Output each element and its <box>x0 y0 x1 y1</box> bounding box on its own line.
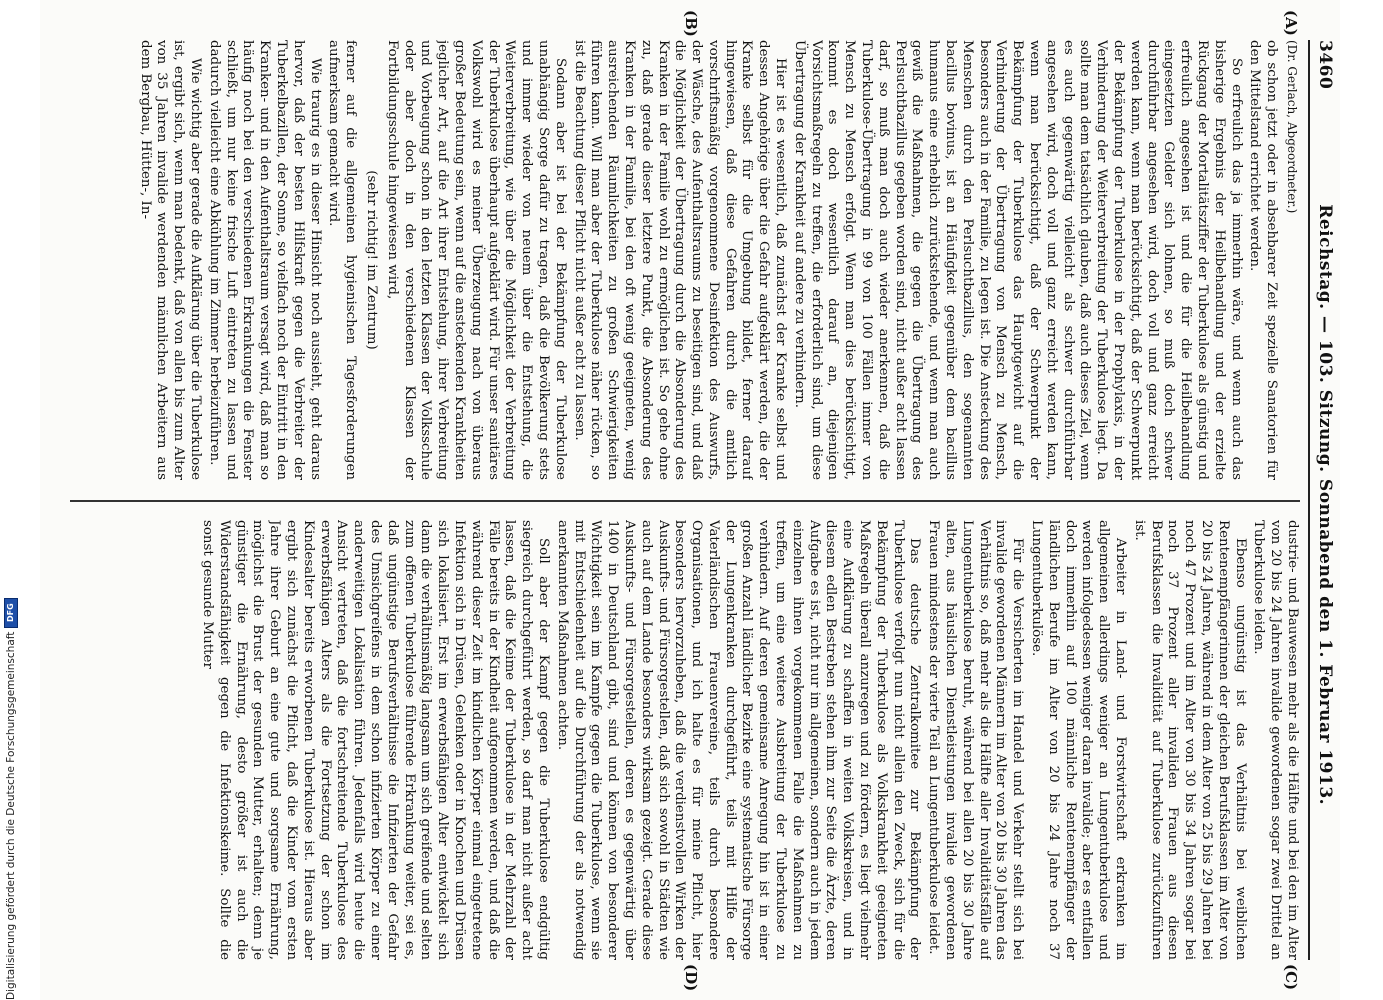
header-title: Reichstag. — 103. Sitzung. Sonnabend den 1. Februar 1913. <box>1315 204 1335 806</box>
paragraph: Für die Versicherten im Handel und Verkehr stellt sich bei invalide gewordenen Männern im Alter von 20 bis 30 Jahren das Verhältnis so, daß mehr als die Hälfte aller Invaliditätsfälle auf Lungentuberkulose beruht, während bei allen 20 bis 30 Jahre alten, aus häuslichen Dienstleistungen invalide gewordenen Frauen mindestens der vierte Teil an Lungentuberkulose leidet. <box>926 520 1026 960</box>
margin-marker-c: (C) <box>1282 964 1300 991</box>
page-header <box>1312 40 1338 960</box>
interjection: (sehr richtig! im Zentrum) <box>363 170 379 350</box>
scanned-page <box>40 0 1340 1000</box>
paragraph: Das deutsche Zentralkomitee zur Bekämpfung der Tuberkulose verfolgt nun nicht allein den Zweck, sich für die Bekämpfung der Tuberkulose als Volkskrankheit geeigneten Maßregeln überall anzuregen und zu fördern, es liegt vielmehr eine Aufklärung zu schaffen in weiten Volkskreisen, und in diesem edlen Bestreben stehen ihm zur Seite die Ärzte, deren Aufgabe es ist, nicht nur im allgemeinen, sondern auch in jedem einzelnen ihnen vorgekommenen Falle die Maßnahmen zu treffen, um eine weitere Ausbreitung der Tuberkulose zu verhindern. Auf deren gemeinsame Anregung hin ist in einer großen Anzahl ländlicher Bezirke eine systematische Fürsorge der Lungenkranken durchgeführt, teils mit Hilfe der Vaterländischen Frauenvereine, teils durch besondere Organisationen, und ich halte es für meine Pflicht, hier besonders hervorzuheben, daß die verdienstvollen Wirken der Auskunfts- und Fürsorgestellen, daß sich sowohl in Städten wie auch auf dem Lande besonders wirksam gezeigt. Gerade diese Auskunfts- und Fürsorgestellen, deren es gegenwärtig über 1400 in Deutschland gibt, sind und können von besonderer Wichtigkeit sein im Kampfe gegen die Tuberkulose, wenn sie mit Entschiedenheit auf die Durchführung der als notwendig anerkannten Maßnahmen achten. <box>554 520 923 960</box>
header-rule <box>1308 40 1310 960</box>
margin-marker-b: (B) <box>682 10 700 37</box>
paragraph: Wie traurig es in dieser Hinsicht noch aussieht, geht daraus hervor, daß der besten Hilfskraft gegen die Verbreiter der Tuberkelbazillen, der Sonne, so vielfach noch der Eintritt in den Kranken- und in den Aufenthaltsraum versagt wird, daß man so häufig noch bei den verschiedenen Erkrankungen die Fenster schließt, um nur keine frische Luft eintreten zu lassen und dadurch vielleicht eine Abkühlung im Zimmer herbeizuführen. <box>206 40 323 480</box>
paragraph: Soll aber der Kampf gegen die Tuberkulose endgültig siegreich durchgeführt werden, so darf man nicht außer acht lassen, daß die Keime der Tuberkulose in der Mehrzahl der Fälle bereits in der Kindheit aufgenommen werden, und daß die während dieser Zeit im kindlichen Körper einmal eingetretene Infektion sich in Drüsen, Gelenken oder in Knochen und Drüsen sich lokalisiert. Erst im erwerbsfähigen Alter entwickelt sich dann die verhältnismäßig langsam um sich greifende und selten zum offenen Tuberkulose führende Erkrankung weiter, sei es, daß ungünstige Berufsverhältnisse die Infizierten der Gefahr des Umsichgreifens in dem schon infizierten Körper zu einer anderweitigen Lokalisation führen. Jedenfalls wird heute die Ansicht vertreten, daß die fortschreitende Tuberkulose des erwerbsfähigen Alters als die Fortsetzung der schon im Kindesalter bereits erworbenen Tuberkulose ist. Hieraus aber ergibt sich zunächst die Pflicht, daß die Kinder vom ersten Jahre ihrer Geburt an eine gute und sorgsame Ernährung, möglichst die Brust der gesunden Mutter, erhalten; denn je günstiger die Ernährung, desto größer ist auch die Widerstandsfähigkeit gegen die Infektionskeime. Sollte die sonst gesunde Mutter <box>200 520 551 960</box>
paragraph: ob schon jetzt oder in absehbarer Zeit spezielle Sanatorien für den Mittelstand errichtet werden. <box>1247 40 1280 480</box>
digitization-attribution <box>0 0 24 1000</box>
paragraph: Ebenso ungünstig ist das Verhältnis bei weiblichen Rentenempfängerinnen der gleichen Berufsklassen im Alter von 20 bis 24 Jahren, während in dem Alter von 25 bis 29 Jahren bei noch 47 Prozent und im Alter von 30 bis 34 Jahren sogar bei noch 37 Prozent aller invaliden Frauen aus diesen Berufsklassen die Invalidität auf Tuberkulose zurückzuführen ist. <box>1131 520 1248 960</box>
paragraph: ferner auf die allgemeinen hygienischen Tagesforderungen aufmerksam gemacht wird. <box>326 40 359 480</box>
left-column <box>60 40 1300 480</box>
paragraph: So erfreulich das ja immerhin wäre, und wenn auch das bisherige Ergebnis der Heilbehandlung und der erzielte Rückgang der Mortalitätsziffer der Tuberkulose als günstig und erfreulich angesehen ist und die für die Heilbehandlung eingesetzten Gelder sich lohnen, so muß doch schwer durchführbar angesehen wird, doch voll und ganz erreicht werden kann, wenn man berücksichtigt, daß der Schwerpunkt der Bekämpfung der Tuberkulose in der Prophylaxis, in der Verhinderung der Weiterverbreitung der Tuberkulose liegt. Da sollte man dem tatsächlich glauben, daß auch dieses Ziel, wenn es auch gegenwärtig vielleicht als schwer durchführbar angesehen wird, doch voll und ganz erreicht werden kann, wenn man berücksichtigt, daß der Schwerpunkt der Bekämpfung der Tuberkulose das Hauptgewicht auf die Verhinderung der Übertragung von Mensch zu Mensch, besonders auch in der Familie, zu legen ist. Die Ansteckung des Menschen durch den Perlsuchtbazillus, den sogenannten bacillus bovinus, ist an Häufigkeit gegenüber dem bacillus humanus eine erheblich zurückstehende, und wenn man auch gewiß die Maßnahmen, die gegen die Übertragung des Perlsuchtbazillus gegeben worden sind, nicht außer acht lassen darf, so muß man doch auch wieder anerkennen, daß die Tuberkulose-Übertragung in 99 von 100 Fällen immer von Mensch zu Mensch erfolgt. Wenn man dies berücksichtigt, kommt es doch wesentlich darauf an, diejenigen Vorsichtsmaßregeln zu treffen, die erforderlich sind, um diese Übertragung der Krankheit auf andere zu verhindern. <box>791 40 1244 480</box>
attribution-text: Digitalisierung gefördert durch die Deutsche Forschungsgemeinschaft <box>5 631 17 1000</box>
column-divider <box>70 500 1300 502</box>
right-column <box>60 520 1300 960</box>
paragraph: Hier ist es wesentlich, daß zunächst der Kranke selbst und dessen Angehörige über die Gefahr aufgeklärt werden, die der Kranke selbst für die Umgebung bildet, ferner darauf hingewiesen, daß diese Gefahren durch die amtlich vorschriftsmäßig vorgenommene Desinfektion des Auswurfs, der Wäsche, des Aufenthaltsraums zu beseitigen sind, und daß die Möglichkeit der Übertragung durch die Absonderung des Kranken in der Familie wohl zu ermöglichen ist. So gehe ohne zu, daß gerade dieser letztere Punkt, die Absonderung des Kranken in der Familie, bei den oft wenig geeigneten, wenig ausreichenden Räumlichkeiten zu großen Schwierigkeiten führen kann. Will man aber der Tuberkulose näher rücken, so ist die Beachtung dieser Pflicht nicht außer acht zu lassen. <box>571 40 789 480</box>
speaker-line: (Dr. Gerlach, Abgeordneter.) <box>1285 40 1299 214</box>
margin-marker-a: (A) <box>1282 10 1300 36</box>
paragraph: Wie wichtig aber gerade die Aufklärung über die Tuberkulose ist, ergibt sich, wenn man bedenkt, daß von allen bis zum Alter von 35 Jahren invalide werdenden männlichen Arbeitern aus dem Bergbau, Hütten-, In- <box>137 40 203 480</box>
margin-marker-d: (D) <box>682 964 700 992</box>
paragraph: Sodann aber ist bei der Bekämpfung der Tuberkulose unabhängig Sorge dafür zu tragen, daß die Bevölkerung stets und immer wieder von neuem über die Entstehung, die Weiterverbreitung, wie über die Möglichkeit der Verbreitung der Tuberkulose überhaupt aufgeklärt wird. Für unser sanitäres Volkswohl wird es meiner Überzeugung nach von überaus großer Bedeutung sein, wenn auf die ansteckenden Krankheiten jeglicher Art, auf die Art ihrer Entstehung, ihrer Verbreitung und Vorbeugung schon in den letzten Klassen der Volksschule oder aber doch in den verschiedenen Klassen der Fortbildungsschule hingewiesen wird, <box>384 40 568 480</box>
paragraph: Arbeiter in Land- und Forstwirtschaft erkranken im allgemeinen allerdings weniger an Lungentuberkulose und werden infolgedessen weniger daran invalide; aber es entfallen doch immerhin auf 100 männliche Rentenempfänger der ländlichen Berufe im Alter von 20 bis 24 Jahre noch 37 Lungentuberkulöse. <box>1029 520 1129 960</box>
page-number: 3460 <box>1315 40 1335 90</box>
paragraph: dustrie- und Bauwesen mehr als die Hälfte und bei den im Alter von 20 bis 24 Jahren invalide gewordenen sogar zwei Drittel an Tuberkulose leiden. <box>1251 520 1300 960</box>
dfg-logo-icon: DFG <box>4 598 18 628</box>
